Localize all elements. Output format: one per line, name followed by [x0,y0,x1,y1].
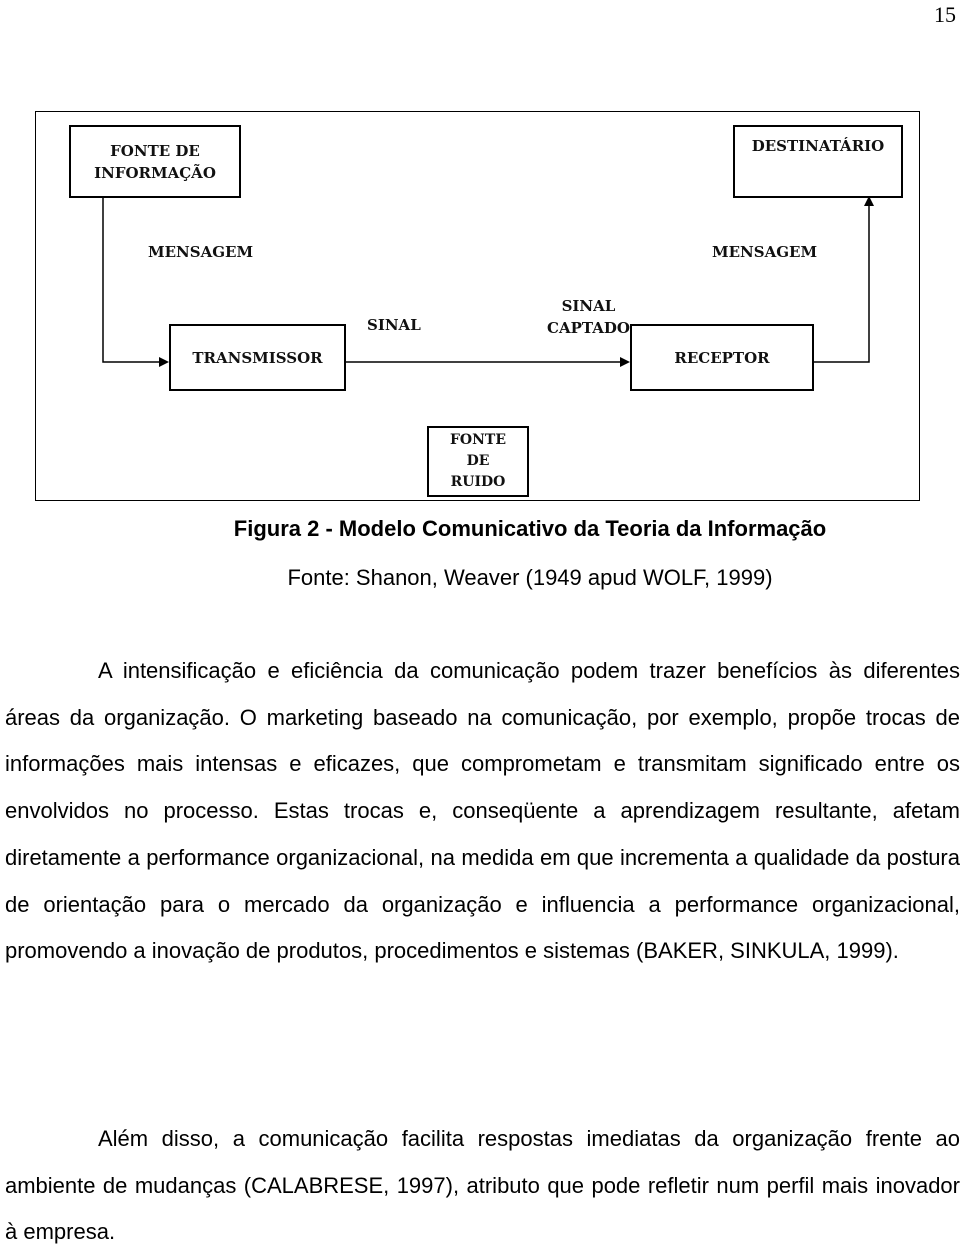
message-label-right: MENSAGEM [712,243,818,261]
message-label-left: MENSAGEM [148,243,254,261]
destination-box: DESTINATÁRIO [733,125,903,198]
signal-label: SINAL [367,316,421,334]
noise-source-box: FONTE DE RUIDO [427,426,529,497]
communication-model-diagram [35,111,920,501]
page-number: 15 [934,2,956,27]
body-paragraph: Além disso, a comunicação facilita respostas imediatas da organização frente ao ambiente de mudanças (CALABRESE, 1997), atributo que pode refletir num perfil mais inovador à empresa. [5,1126,960,1245]
signal-received-label: SINAL CAPTADO [547,297,630,337]
figure-caption-source: Fonte: Shanon, Weaver (1949 apud WOLF, 1999) [287,565,773,590]
receiver-box: RECEPTOR [630,324,814,391]
information-source-box: FONTE DE INFORMAÇÃO [69,125,241,198]
body-paragraph: A intensificação e eficiência da comunicação podem trazer benefícios às diferentes áreas da organização. O marketing baseado na comunicação, por exemplo, propõe trocas de informações mais intensas e eficazes, que comprometam e transmitam significado entre os envolvidos no processo. Estas trocas e, conseqüente a aprendizagem resultante, afetam diretamente a performance organizacional, na medida em que incrementa a qualidade da postura de orientação para o mercado da organização e influencia a performance organizacional, promovendo a inovação de produtos, procedimentos e sistemas (BAKER, SINKULA, 1999). [5,658,960,964]
arrow-source-to-transmitter [103,188,167,362]
arrow-receiver-to-destination [814,198,869,362]
figure-caption-title: Figura 2 - Modelo Comunicativo da Teoria da Informação [233,516,827,541]
transmitter-box: TRANSMISSOR [169,324,346,391]
